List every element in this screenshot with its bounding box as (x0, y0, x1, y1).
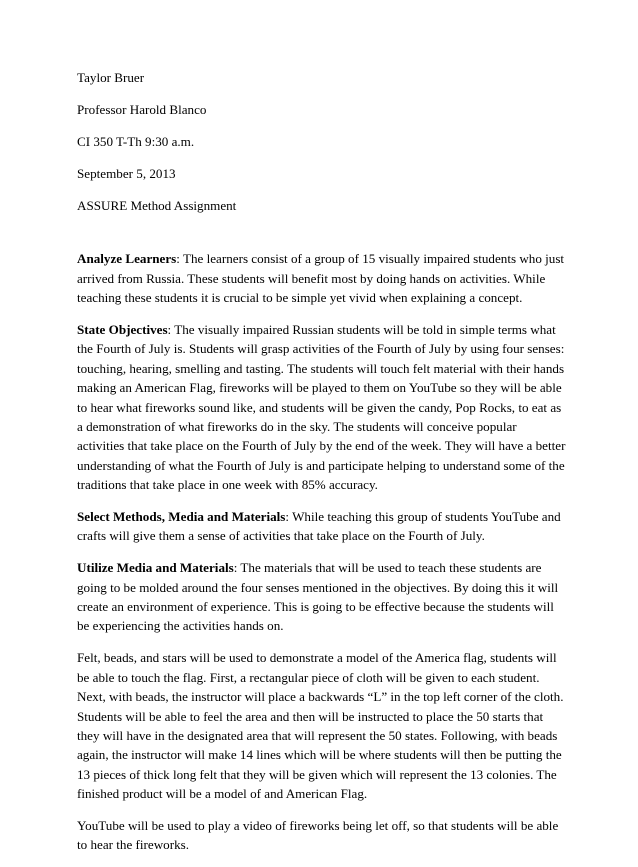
section-text: While teaching this group of students YouTube and crafts will give them a sense of activities that take place on the Fourth of July. (77, 509, 561, 544)
section-text: The visually impaired Russian students will be told in simple terms what the Fourth of July is. Students will grasp activities of the Fourth of July by using four senses: touching, hearing, smelling and tasting. The students will touch felt material with their hands making an American Flag, fireworks will be played to them on YouTube so they will be able to hear what fireworks sound like, and students will be given the candy, Pop Rocks, to eat as a demonstration of what fireworks do in the sky. The students will conceive popular activities that take place on the Fourth of July by the end of the week. They will have a better understanding of what the Fourth of July is and participate helping to understand some of the traditions that take place in one week with 85% accuracy. (77, 322, 566, 493)
section-heading: Utilize Media and Materials (77, 560, 234, 576)
date: September 5, 2013 (77, 166, 176, 181)
author-name: Taylor Bruer (77, 70, 145, 85)
section-state-objectives (77, 320, 567, 495)
paragraph-youtube-fireworks: YouTube will be used to play a video of fireworks being let off, so that students will be able to hear the fireworks. (77, 817, 559, 853)
section-select-methods (77, 507, 567, 546)
section-separator: : (285, 509, 293, 525)
section-separator: : (233, 560, 241, 576)
document-body (77, 68, 567, 867)
course-info: CI 350 T-Th 9:30 a.m. (77, 134, 195, 149)
section-heading: Select Methods, Media and Materials (77, 509, 286, 525)
professor-name: Professor Harold Blanco (77, 102, 207, 117)
section-text: The learners consist of a group of 15 visually impaired students who just arrived from Russia. These students will benefit most by doing hands on activities. While teaching these students it is crucial to be simple yet vivid when explaining a concept. (77, 251, 565, 306)
header-block (77, 68, 567, 215)
section-analyze-learners (77, 249, 567, 307)
paragraph-flag-activity: Felt, beads, and stars will be used to demonstrate a model of the America flag, students will be able to touch the flag. First, a rectangular piece of cloth will be given to each student. Next, with beads, the instructor will place a backwards “L” in the top left corner of the cloth. Students will be able to feel the area and then will be instructed to place the 50 starts that they will have in the designated area that will represent the 50 states. Following, with beads again, the instructor will make 14 lines which will be where students will then be putting the 13 pieces of thick long felt that they will be given which will represent the 13 colonies. The finished product will be a model of and American Flag. (77, 650, 564, 802)
section-heading: Analyze Learners (77, 251, 177, 267)
section-separator: : (176, 251, 183, 267)
section-text: The materials that will be used to teach these students are going to be molded around the four senses mentioned in the objectives. By doing this it will create an environment of experience. This is going to be effective because the students will be experiencing the activities hands on. (77, 560, 559, 634)
section-separator: : (167, 322, 175, 338)
section-utilize-media (77, 558, 567, 636)
section-heading: State Objectives (77, 322, 168, 338)
assignment-title: ASSURE Method Assignment (77, 198, 237, 213)
